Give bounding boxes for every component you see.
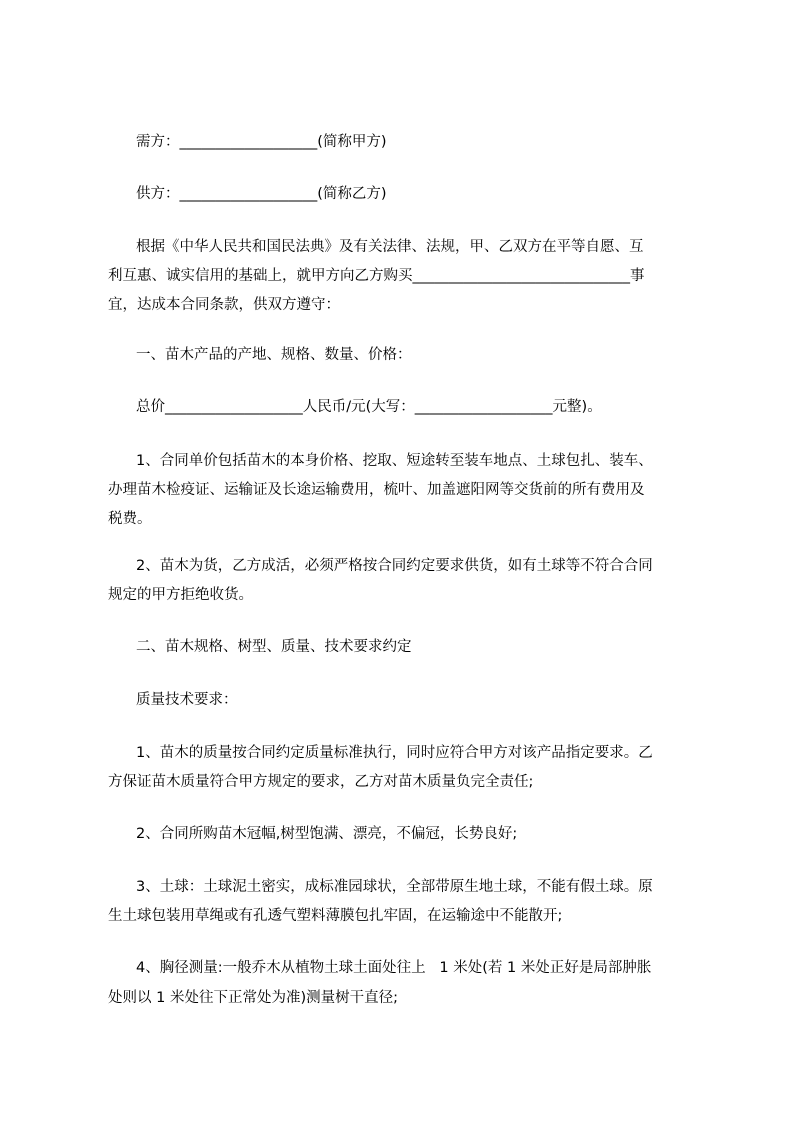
item2-1-line-2: 方保证苗木质量符合甲方规定的要求，乙方对苗木质量负完全责任; [108,774,534,790]
quality-heading: 质量技术要求： [136,692,238,708]
total-price-line: 总价___________________人民币/元(大写：___________________元整)。 [136,399,602,415]
item1-1-line-1: 1、合同单价包括苗木的本身价格、挖取、短途转至装车地点、土球包扎、装车、 [136,453,653,469]
intro-line-1: 根据《中华人民共和国民法典》及有关法律、法规，甲、乙双方在平等自愿、互 [136,239,644,255]
item2-4-line-1: 4、胸径测量:一般乔木从植物土球土面处往上 1 米处(若 1 米处正好是局部肿胀 [136,960,652,976]
item1-2-line-2: 规定的甲方拒绝收货。 [108,587,253,603]
buyer-line: 需方：___________________(简称甲方) [136,134,387,150]
item2-3-line-2: 生土球包装用草绳或有孔透气塑料薄膜包扎牢固，在运输途中不能散开; [108,908,563,924]
item1-1-line-3: 税费。 [108,511,152,527]
seller-line: 供方：___________________(简称乙方) [136,186,387,202]
intro-line-2: 利互惠、诚实信用的基础上，就甲方向乙方购买______________________________事 [108,268,645,284]
intro-line-3: 宜，达成本合同条款，供双方遵守： [108,297,340,313]
item2-3-line-1: 3、土球：土球泥土密实，成标准园球状，全部带原生地土球，不能有假土球。原 [136,879,653,895]
item2-2-line: 2、合同所购苗木冠幅,树型饱满、漂亮，不偏冠，长势良好; [136,826,518,842]
item2-1-line-1: 1、苗木的质量按合同约定质量标准执行，同时应符合甲方对该产品指定要求。乙 [136,745,653,761]
item1-1-line-2: 办理苗木检疫证、运输证及长途运输费用，梳叶、加盖遮阳网等交货前的所有费用及 [108,482,645,498]
section2-heading: 二、苗木规格、树型、质量、技术要求约定 [136,639,412,655]
section1-heading: 一、苗木产品的产地、规格、数量、价格： [136,347,412,363]
item1-2-line-1: 2、苗木为货，乙方成活，必须严格按合同约定要求供货，如有土球等不符合合同 [136,558,653,574]
item2-4-line-2: 处则以 1 米处往下正常处为准)测量树干直径; [108,990,398,1006]
